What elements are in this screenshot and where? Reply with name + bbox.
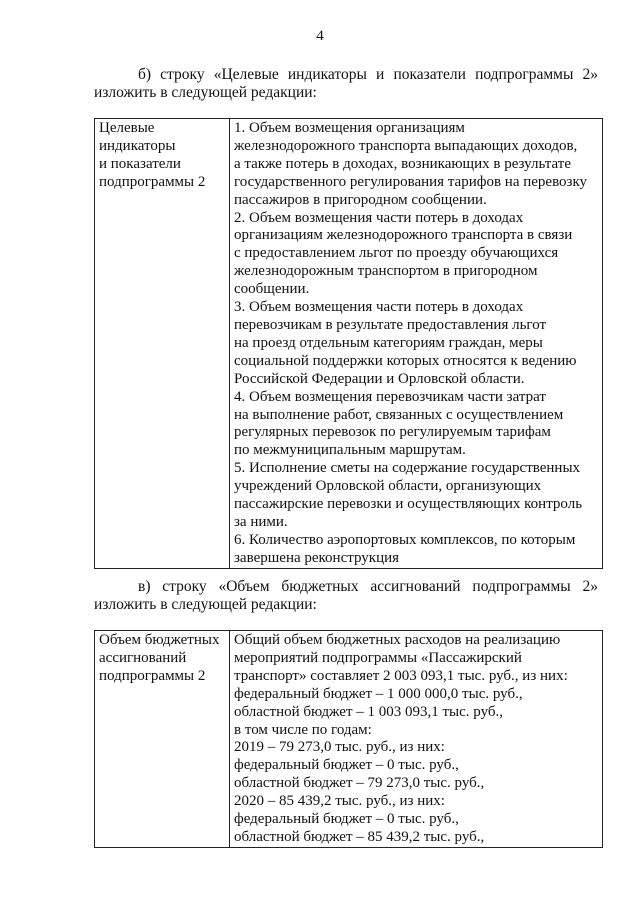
row-label-cell [95, 631, 230, 848]
budget-table [94, 630, 603, 848]
section-b-intro-line-2: изложить в следующей редакции: [94, 84, 317, 101]
content-line: завершена реконструкция [234, 549, 400, 566]
row-label-cell [95, 119, 230, 569]
content-line: Общий объем бюджетных расходов на реализацию [234, 632, 561, 648]
content-line: 1. Объем возмещения организациям [234, 120, 465, 136]
content-line: федеральный бюджет – 0 тыс. руб., [234, 757, 459, 774]
content-line: по межмуниципальным маршрутам. [234, 442, 466, 459]
content-line: государственного регулирования тарифов на перевозку [234, 173, 588, 190]
row-label-line: индикаторы [99, 137, 176, 154]
content-line: регулярных перевозок по регулируемым тарифам [234, 424, 551, 441]
content-line: областной бюджет – 85 439,2 тыс. руб., [234, 828, 485, 845]
content-line: пассажиров в пригородном сообщении. [234, 191, 487, 208]
indicators-table [94, 118, 603, 569]
content-line: федеральный бюджет – 0 тыс. руб., [234, 811, 459, 828]
content-line: областной бюджет – 79 273,0 тыс. руб., [234, 775, 485, 792]
content-line: пассажирские перевозки и осуществляющих контроль [234, 496, 583, 513]
table-row [95, 631, 603, 848]
content-line: 5. Исполнение сметы на содержание государственных [234, 460, 581, 477]
row-label-line: подпрограммы 2 [99, 667, 206, 684]
content-line: железнодорожного транспорта выпадающих доходов, [234, 137, 578, 154]
section-b-intro [94, 66, 598, 102]
content-line: Российской Федерации и Орловской области. [234, 370, 525, 387]
content-line: с предоставлением льгот по проезду обучающихся [234, 245, 559, 262]
row-content-cell [230, 119, 603, 569]
content-line: 6. Количество аэропортовых комплексов, по которым [234, 531, 576, 548]
section-b-intro-line-1: б) строку «Целевые индикаторы и показатели подпрограммы 2» [138, 66, 598, 83]
content-line: а также потерь в доходах, возникающих в результате [234, 155, 571, 172]
content-line: 2019 – 79 273,0 тыс. руб., из них: [234, 739, 445, 756]
content-line: за ними. [234, 513, 288, 530]
row-content-cell [230, 631, 603, 848]
row-label-line: ассигнований [99, 649, 187, 666]
content-line: федеральный бюджет – 1 000 000,0 тыс. руб., [234, 685, 523, 702]
content-line: учреждений Орловской области, организующих [234, 478, 542, 495]
content-line: социальной поддержки которых относятся к ведению [234, 352, 577, 369]
content-line: областной бюджет – 1 003 093,1 тыс. руб., [234, 703, 504, 720]
section-v-intro-line-1: в) строку «Объем бюджетных ассигнований подпрограммы 2» [138, 578, 598, 595]
content-line: сообщении. [234, 281, 310, 298]
content-line: в том числе по годам: [234, 721, 372, 738]
section-v-intro [94, 578, 598, 614]
section-v-intro-line-2: изложить в следующей редакции: [94, 596, 317, 613]
content-line: транспорт» составляет 2 003 093,1 тыс. руб., из них: [234, 667, 568, 684]
content-line: 2020 – 85 439,2 тыс. руб., из них: [234, 793, 445, 810]
row-label-line: и показатели [99, 155, 181, 172]
content-line: 3. Объем возмещения части потерь в доходах [234, 299, 524, 316]
content-line: мероприятий подпрограммы «Пассажирский [234, 649, 522, 666]
content-line: на выполнение работ, связанных с осуществлением [234, 406, 564, 423]
content-line: перевозчикам в результате предоставления льгот [234, 316, 547, 333]
row-label-line: Целевые [99, 120, 155, 136]
row-label-line: Объем бюджетных [99, 632, 220, 648]
table-row [95, 119, 603, 569]
page-number: 4 [316, 28, 324, 44]
content-line: организациям железнодорожного транспорта в связи [234, 227, 573, 244]
content-line: железнодорожным транспортом в пригородном [234, 263, 538, 280]
content-line: 4. Объем возмещения перевозчикам части затрат [234, 388, 546, 405]
row-label-line: подпрограммы 2 [99, 173, 206, 190]
content-line: на проезд отдельным категориям граждан, меры [234, 334, 543, 351]
content-line: 2. Объем возмещения части потерь в доходах [234, 209, 524, 226]
